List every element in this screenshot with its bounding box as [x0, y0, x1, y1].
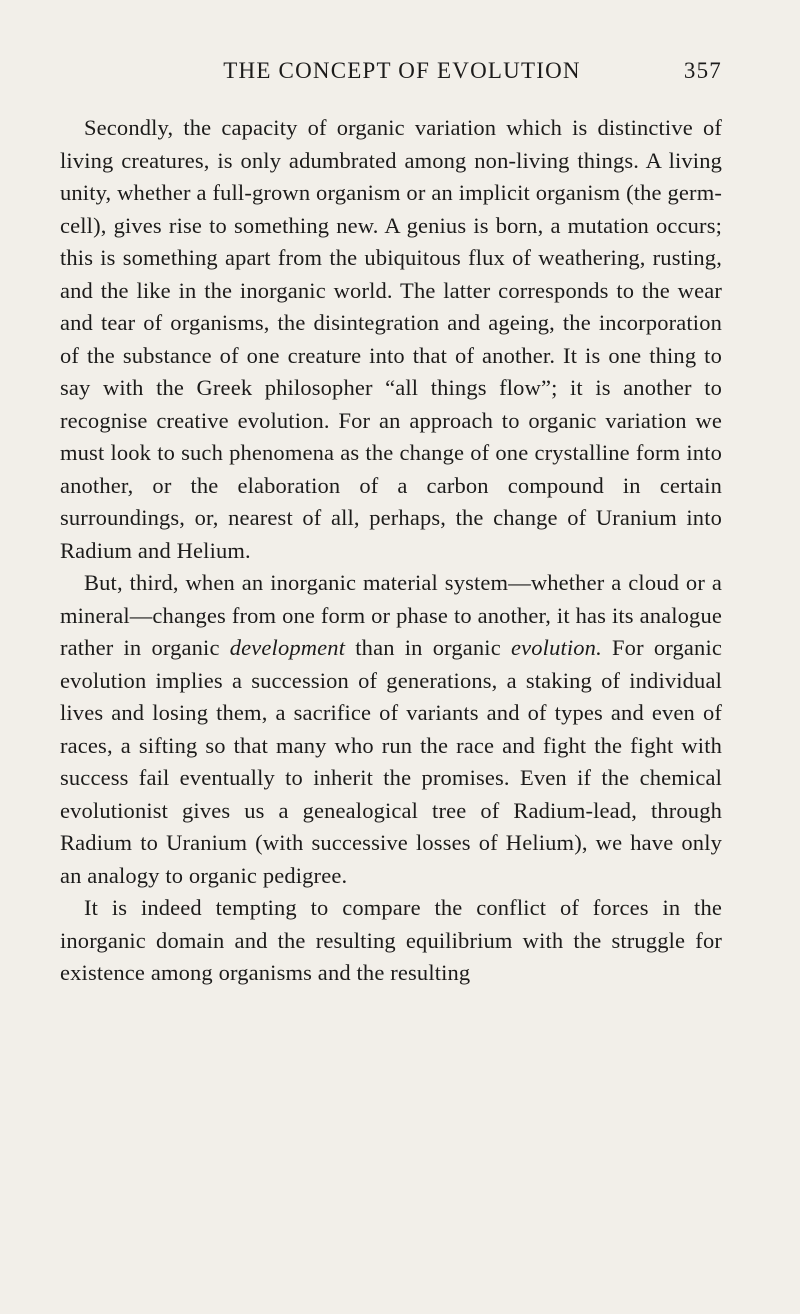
paragraph-3-text: It is indeed tempting to compare the conflict of forces in the inorganic domain and the resulting equilibrium with the struggle for existence among organisms and the resulting — [60, 895, 722, 985]
running-head — [60, 58, 722, 92]
paragraph-2-text-c: For organic evolution implies a succession of generations, a staking of individual lives and losing them, a sacrifice of variants and of types and even of races, a sifting so that many who run the race and fight the fight with success fail eventually to inherit the promises. Even if the chemical evolutionist gives us a genealogical tree of Radium-lead, through Radium to Uranium (with successive losses of Helium), we have only an analogy to organic pedigree. — [60, 635, 722, 888]
page-number: 357 — [683, 58, 722, 83]
paragraph-2-text-b: than in organic — [345, 635, 511, 660]
paragraph-1-text: Secondly, the capacity of organic variation which is distinctive of living creatures, is only adumbrated among non-living things. A living unity, whether a full-grown organism or an implicit organism (the germ-cell), gives rise to something new. A genius is born, a mutation occurs; this is something apart from the ubiquitous flux of weathering, rusting, and the like in the inorganic world. The latter corresponds to the wear and tear of organisms, the disintegration and ageing, the incorporation of the substance of one creature into that of another. It is one thing to say with the Greek philosopher “all things flow”; it is another to recognise creative evolution. For an approach to organic variation we must look to such phenomena as the change of one crystalline form into another, or the elaboration of a carbon compound in certain surroundings, or, nearest of all, perhaps, the change of Uranium into Radium and Helium. — [60, 115, 722, 563]
paragraph-2 — [60, 567, 722, 892]
paragraph-1 — [60, 112, 722, 567]
body-text — [60, 112, 722, 990]
running-title: THE CONCEPT OF EVOLUTION — [223, 58, 581, 83]
emphasis-development: development — [229, 635, 346, 660]
paragraph-3 — [60, 892, 722, 990]
emphasis-evolution: evolution. — [511, 635, 602, 660]
paragraph-2-text-a: But, third, when an inorganic material system—whether a cloud or a mineral—changes from one form or phase to another, it has its analogue rather in organic — [60, 570, 722, 660]
